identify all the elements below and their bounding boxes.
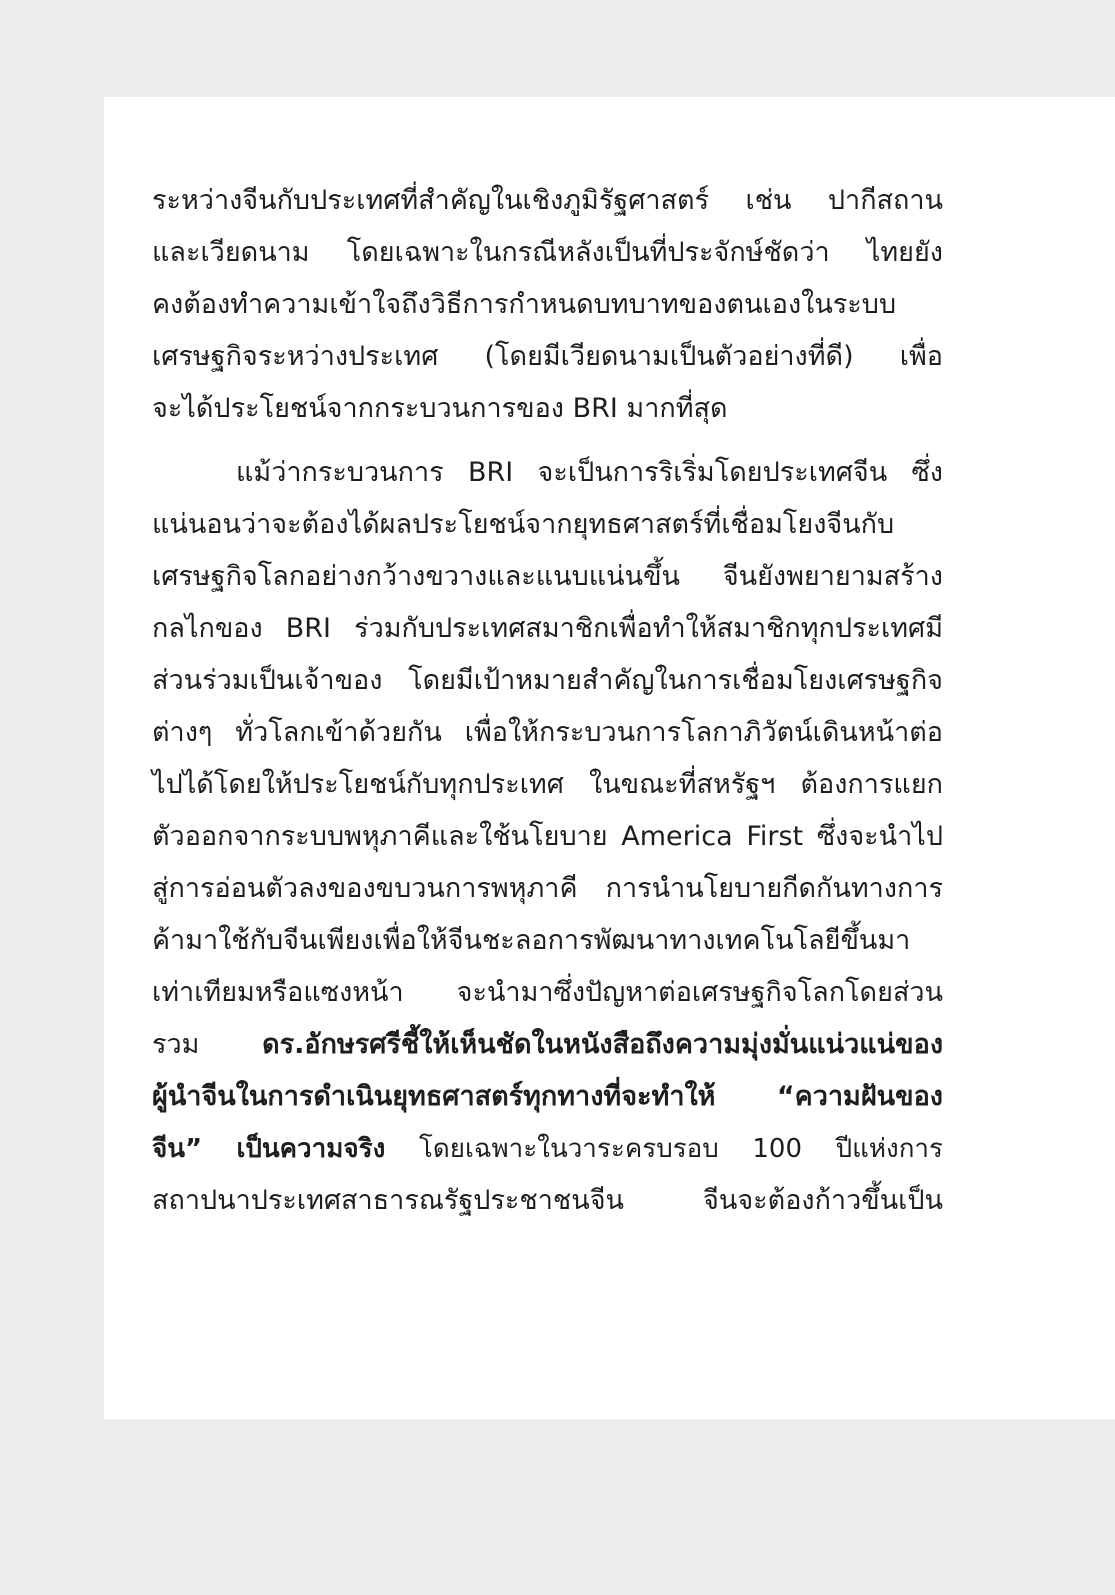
bold-text-run: จีน” เป็นความจริง [152, 1134, 386, 1164]
text-line: ค้ามาใช้กับจีนเพียงเพื่อให้จีนชะลอการพัฒนาทางเทคโนโลยีขึ้นมา [152, 925, 911, 956]
paragraph-1 [152, 175, 943, 435]
text-line: ตัวออกจากระบบพหุภาคีและใช้นโยบาย America First ซึ่งจะนำไป [152, 821, 943, 852]
text-line [152, 1123, 943, 1175]
text-line: ผู้นำจีนในการดำเนินยุทธศาสตร์ทุกทางที่จะทำให้ “ความฝันของ [152, 1081, 943, 1112]
text-line: คงต้องทำความเข้าใจถึงวิธีการกำหนดบทบาทของตนเองในระบบ [152, 289, 897, 320]
text-line: เศรษฐกิจโลกอย่างกว้างขวางและแนบแน่นขึ้น จีนยังพยายามสร้าง [152, 561, 943, 592]
text-line: ต่างๆ ทั่วโลกเข้าด้วยกัน เพื่อให้กระบวนการโลกาภิวัตน์เดินหน้าต่อ [152, 717, 943, 748]
text-line: แน่นอนว่าจะต้องได้ผลประโยชน์จากยุทธศาสตร์ที่เชื่อมโยงจีนกับ [152, 509, 895, 540]
text-line: ระหว่างจีนกับประเทศที่สำคัญในเชิงภูมิรัฐศาสตร์ เช่น ปากีสถาน [152, 185, 943, 216]
body-text [152, 175, 943, 1227]
text-line: สู่การอ่อนตัวลงของขบวนการพหุภาคี การนำนโยบายกีดกันทางการ [152, 873, 943, 904]
text-line: กลไกของ BRI ร่วมกับประเทศสมาชิกเพื่อทำให้สมาชิกทุกประเทศมี [152, 613, 943, 644]
text-run: โดยเฉพาะในวาระครบรอบ 100 ปีแห่งการ [385, 1134, 943, 1164]
text-run: รวม [152, 1029, 263, 1060]
text-line: ไปได้โดยให้ประโยชน์กับทุกประเทศ ในขณะที่สหรัฐฯ ต้องการแยก [152, 769, 943, 800]
paragraph-2 [152, 447, 943, 1227]
text-line: เท่าเทียมหรือแซงหน้า จะนำมาซึ่งปัญหาต่อเศรษฐกิจโลกโดยส่วน [152, 977, 943, 1008]
text-line: แม้ว่ากระบวนการ BRI จะเป็นการริเริ่มโดยประเทศจีน ซึ่ง [236, 457, 943, 488]
bold-text-run: ดร.อักษรศรีชี้ให้เห็นชัดในหนังสือถึงความมุ่งมั่นแน่วแน่ของ [262, 1029, 943, 1060]
paragraph-spacer [152, 435, 943, 447]
text-line [152, 1019, 943, 1071]
text-line: จะได้ประโยชน์จากกระบวนการของ BRI มากที่สุด [152, 393, 728, 424]
text-line: และเวียดนาม โดยเฉพาะในกรณีหลังเป็นที่ประจักษ์ชัดว่า ไทยยัง [152, 237, 943, 268]
text-line: สถาปนาประเทศสาธารณรัฐประชาชนจีน จีนจะต้องก้าวขึ้นเป็น [152, 1185, 943, 1216]
document-page [104, 97, 1115, 1419]
text-line: เศรษฐกิจระหว่างประเทศ (โดยมีเวียดนามเป็นตัวอย่างที่ดี) เพื่อ [152, 341, 943, 372]
text-line: ส่วนร่วมเป็นเจ้าของ โดยมีเป้าหมายสำคัญในการเชื่อมโยงเศรษฐกิจ [152, 665, 943, 696]
